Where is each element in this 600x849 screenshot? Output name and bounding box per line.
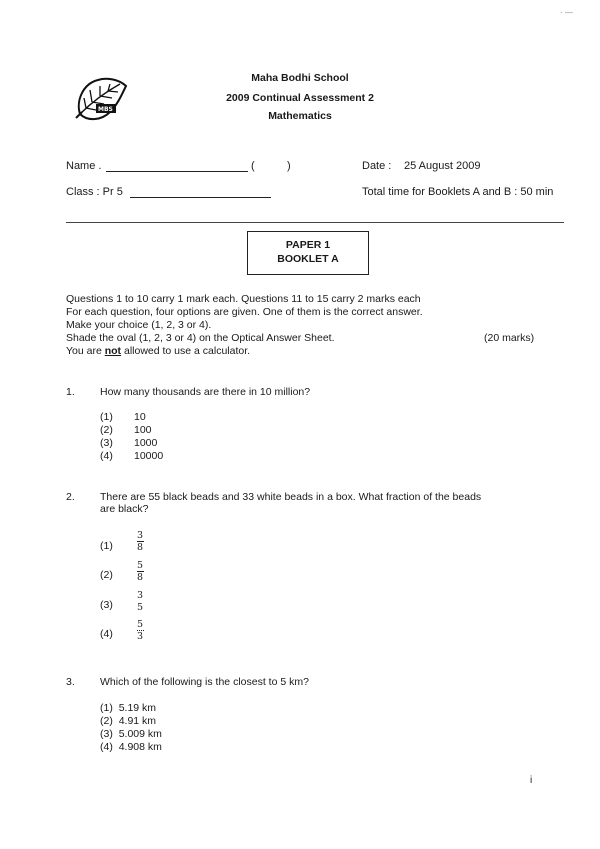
header-divider [66,222,564,223]
q1-option-1-value: 10 [134,411,146,423]
question-3-number: 3. [66,676,75,688]
q2-option-4-fraction [134,619,146,642]
q1-option-1-number: (1) [100,411,113,423]
class-line [130,187,271,198]
booklet-label: BOOKLET A [277,253,339,265]
q2-option-2-number: (2) [100,569,113,581]
index-paren-close: ) [287,160,291,172]
q3-option-2: (2) 4.91 km [100,715,157,727]
question-1-number: 1. [66,386,75,398]
total-marks: (20 marks) [484,332,535,344]
page-number: i [530,775,533,786]
paper-booklet-box [247,231,369,275]
q3-option-4: (4) 4.908 km [100,741,162,753]
q1-option-3-number: (3) [100,437,113,449]
q1-option-4-value: 10000 [134,450,164,462]
q2-option-2-numerator: 5 [136,560,144,571]
instruction-line-1: Questions 1 to 10 carry 1 mark each. Questions 11 to 15 carry 2 marks each [66,293,421,305]
q2-option-2-denominator: 8 [136,572,144,583]
not-emphasis: not [104,345,122,357]
instruction-line-2: For each question, four options are given. One of them is the correct answer. [66,306,423,318]
q1-option-2-number: (2) [100,424,113,436]
name-label: Name . [66,160,102,172]
q2-option-4-numerator: 5 [136,619,144,630]
q2-option-3-numerator: 3 [136,590,144,601]
index-paren-open: ( [251,160,255,172]
q1-option-3-value: 1000 [134,437,158,449]
total-time: Total time for Booklets A and B : 50 min [362,186,554,198]
question-2-text-line-2: are black? [100,503,149,515]
scan-corner-marks: · — [560,8,573,17]
subject-title: Mathematics [268,110,332,122]
date-label: Date : [362,160,392,172]
q2-option-1-denominator: 8 [136,542,144,553]
instruction-line-5: You are not allowed to use a calculator. [66,345,251,357]
q2-option-4-denominator: 3 [136,631,144,642]
svg-text:MBS: MBS [98,106,113,113]
question-1-text: How many thousands are there in 10 million? [100,386,311,398]
q1-option-4-number: (4) [100,450,113,462]
instruction-line-4: Shade the oval (1, 2, 3 or 4) on the Optical Answer Sheet. [66,332,335,344]
q3-option-3: (3) 5.009 km [100,728,162,740]
q2-option-4-number: (4) [100,628,113,640]
paper-label: PAPER 1 [285,239,331,251]
name-line [106,161,248,172]
question-2-text-line-1: There are 55 black beads and 33 white beads in a box. What fraction of the beads [100,491,482,503]
q2-option-3-number: (3) [100,599,113,611]
question-2-number: 2. [66,491,75,503]
instruction-line-3: Make your choice (1, 2, 3 or 4). [66,319,212,331]
school-name: Maha Bodhi School [251,72,349,84]
q2-option-3-denominator: 5 [136,602,144,613]
q1-option-2-value: 100 [134,424,152,436]
q2-option-1-number: (1) [100,540,113,552]
q3-option-1: (1) 5.19 km [100,702,157,714]
class-label: Class : Pr 5 [66,186,123,198]
assessment-title: 2009 Continual Assessment 2 [226,92,374,104]
question-3-text: Which of the following is the closest to 5 km? [100,676,309,688]
q2-option-2-fraction [134,560,146,583]
date-value: 25 August 2009 [404,160,481,172]
q2-option-3-fraction [134,590,146,613]
q2-option-1-fraction [134,530,146,553]
q2-option-1-numerator: 3 [136,530,144,541]
